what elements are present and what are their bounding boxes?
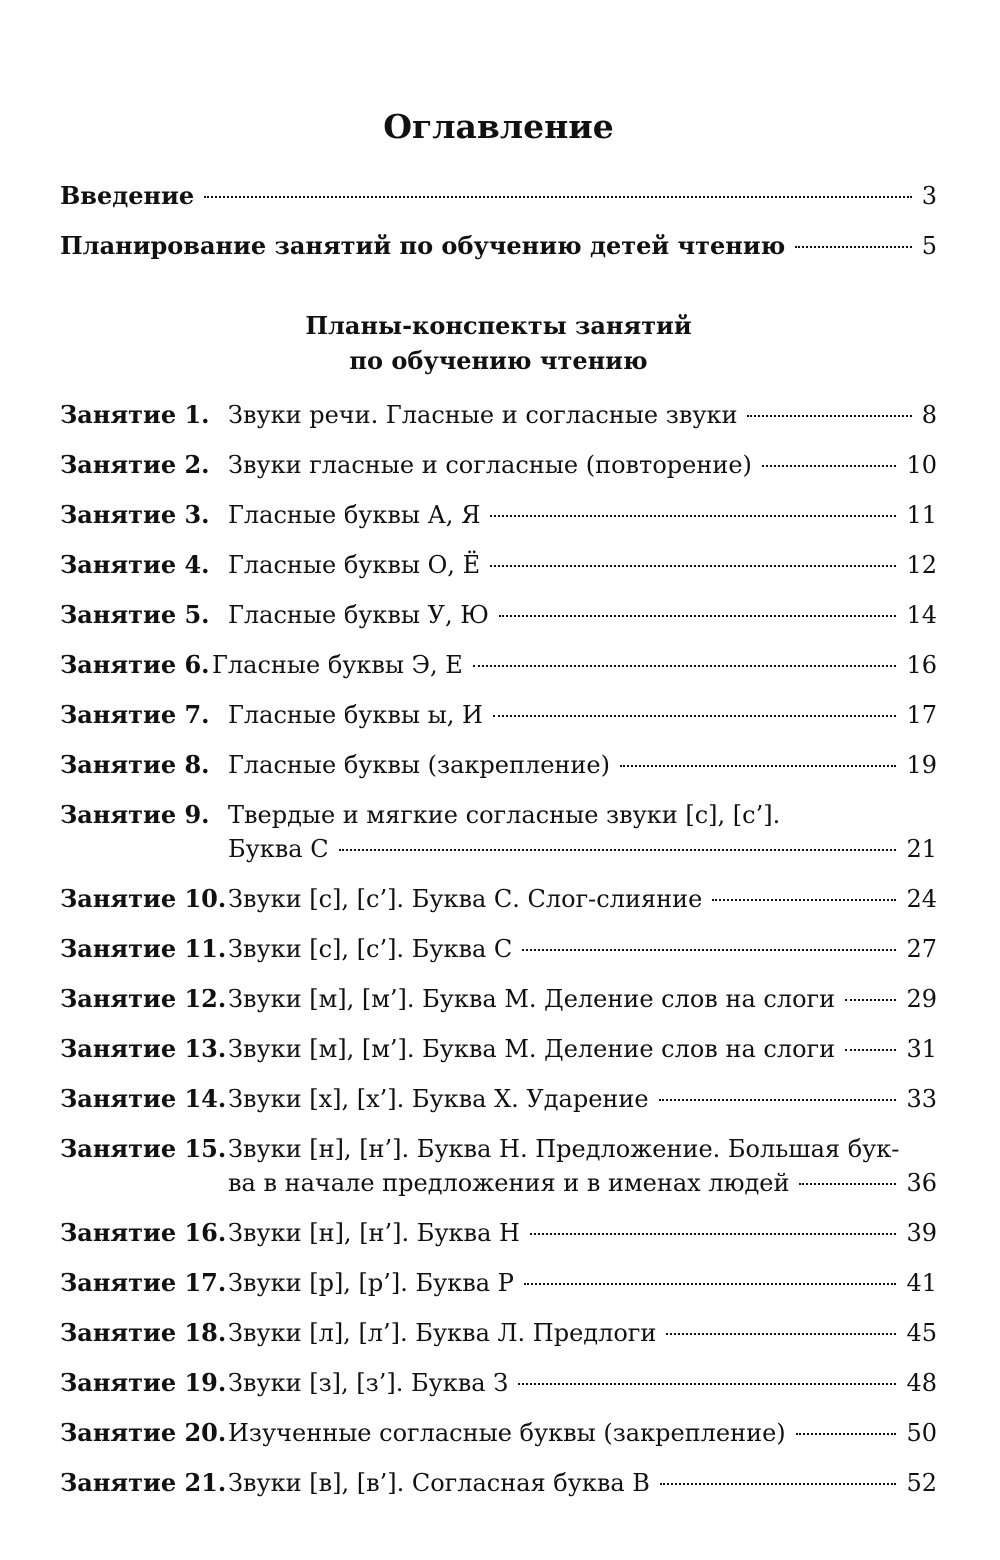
lesson-title-text: ва в начале предложения и в именах людей [228, 1169, 790, 1197]
lesson-title-text: Звуки [с], [с’]. Буква С. Слог-слияние [228, 885, 703, 913]
dot-leader [339, 849, 897, 851]
lesson-title-text: Гласные буквы А, Я [228, 501, 481, 529]
toc-entry-introduction[interactable] [60, 179, 937, 213]
section-heading [60, 308, 937, 378]
toc-page-number: 52 [906, 1469, 937, 1497]
toc-entry-lesson[interactable] [60, 498, 937, 532]
dot-leader [490, 565, 896, 567]
lesson-title-text: Твердые и мягкие согласные звуки [с], [с’]. [228, 801, 781, 829]
toc-entry-lesson[interactable] [60, 1366, 937, 1400]
toc-entry-lesson[interactable] [60, 982, 937, 1016]
toc-entry-label: Введение [60, 181, 195, 210]
lesson-number-label: Занятие 1. [60, 400, 210, 429]
toc-entry-lesson[interactable] [60, 1316, 937, 1350]
lesson-number-label: Занятие 3. [60, 500, 210, 529]
lesson-number-label: Занятие 4. [60, 550, 210, 579]
lesson-number-label: Занятие 16. [60, 1218, 227, 1247]
lesson-number-label: Занятие 11. [60, 934, 227, 963]
lesson-title-text: Звуки [в], [в’]. Согласная буква В [228, 1469, 650, 1497]
lesson-title-text: Гласные буквы О, Ё [228, 551, 481, 579]
dot-leader [762, 465, 897, 467]
lesson-number-label: Занятие 13. [60, 1034, 227, 1063]
lesson-title-text: Звуки [м], [м’]. Буква М. Деление слов на слоги [228, 985, 836, 1013]
dot-leader [660, 1483, 897, 1485]
dot-leader [204, 196, 912, 198]
toc-entry-lesson[interactable] [60, 398, 937, 432]
dot-leader [795, 246, 911, 248]
dot-leader [473, 665, 897, 667]
toc-page-number: 12 [906, 551, 937, 579]
lesson-number-label: Занятие 12. [60, 984, 227, 1013]
dot-leader [530, 1233, 897, 1235]
lesson-title-text: Звуки речи. Гласные и согласные звуки [228, 401, 738, 429]
toc-entry-lesson[interactable] [60, 448, 937, 482]
toc-page-number: 27 [906, 935, 937, 963]
lesson-title-text: Гласные буквы ы, И [228, 701, 483, 729]
toc-page-number: 21 [906, 835, 937, 863]
dot-leader [524, 1283, 897, 1285]
page-title: Оглавление [383, 107, 614, 146]
toc-page-number: 5 [921, 232, 937, 260]
toc-entry-lesson[interactable] [60, 748, 937, 782]
dot-leader [845, 999, 896, 1001]
toc-page-number: 41 [906, 1269, 937, 1297]
toc-page-number: 17 [906, 701, 937, 729]
toc-page-number: 10 [906, 451, 937, 479]
toc-page-number: 36 [906, 1169, 937, 1197]
dot-leader [522, 949, 896, 951]
lesson-title-text: Звуки [н], [н’]. Буква Н. Предложение. Большая бук- [228, 1135, 900, 1163]
dot-leader [659, 1099, 897, 1101]
lesson-title-text: Звуки гласные и согласные (повторение) [228, 451, 752, 479]
dot-leader [499, 615, 897, 617]
lesson-title-text: Изученные согласные буквы (закрепление) [228, 1419, 786, 1447]
dot-leader [796, 1433, 897, 1435]
section-heading-line: Планы-конспекты занятий [305, 311, 692, 340]
dot-leader [845, 1049, 896, 1051]
toc-entry-lesson[interactable] [60, 598, 937, 632]
toc-page [60, 0, 937, 1560]
lesson-number-label: Занятие 15. [60, 1134, 227, 1163]
lesson-title-text: Звуки [м], [м’]. Буква М. Деление слов на слоги [228, 1035, 836, 1063]
toc-entry-lesson[interactable] [60, 798, 937, 866]
lesson-number-label: Занятие 8. [60, 750, 210, 779]
dot-leader [799, 1183, 896, 1185]
toc-page-number: 39 [906, 1219, 937, 1247]
lesson-number-label: Занятие 17. [60, 1268, 227, 1297]
toc-entry-lesson[interactable] [60, 1132, 937, 1200]
toc-entry-lesson[interactable] [60, 882, 937, 916]
dot-leader [518, 1383, 896, 1385]
toc-page-number: 24 [906, 885, 937, 913]
toc-entry-planning[interactable] [60, 229, 937, 263]
toc-page-number: 50 [906, 1419, 937, 1447]
lesson-number-label: Занятие 2. [60, 450, 210, 479]
toc-entry-lesson[interactable] [60, 1082, 937, 1116]
toc-page-number: 31 [906, 1035, 937, 1063]
toc-entry-lesson[interactable] [60, 1466, 937, 1500]
lesson-list [60, 398, 937, 1516]
toc-page-number: 33 [906, 1085, 937, 1113]
toc-page-number: 14 [906, 601, 937, 629]
dot-leader [666, 1333, 896, 1335]
toc-entry-lesson[interactable] [60, 648, 937, 682]
section-heading-line: по обучению чтению [349, 346, 648, 375]
lesson-number-label: Занятие 20. [60, 1418, 227, 1447]
toc-page-number: 3 [921, 182, 937, 210]
lesson-title-text: Звуки [н], [н’]. Буква Н [228, 1219, 520, 1247]
lesson-title-text: Буква С [228, 835, 329, 863]
lesson-number-label: Занятие 10. [60, 884, 227, 913]
lesson-number-label: Занятие 21. [60, 1468, 227, 1497]
toc-page-number: 8 [921, 401, 937, 429]
lesson-number-label: Занятие 7. [60, 700, 210, 729]
toc-page-number: 45 [906, 1319, 937, 1347]
lesson-number-label: Занятие 18. [60, 1318, 227, 1347]
toc-page-number: 48 [906, 1369, 937, 1397]
toc-page-number: 16 [906, 651, 937, 679]
toc-entry-lesson[interactable] [60, 1266, 937, 1300]
toc-page-number: 29 [906, 985, 937, 1013]
toc-page-number: 19 [906, 751, 937, 779]
lesson-number-label: Занятие 5. [60, 600, 210, 629]
lesson-title-text: Гласные буквы Э, Е [212, 651, 463, 679]
toc-entry-lesson[interactable] [60, 1216, 937, 1250]
lesson-number-label: Занятие 14. [60, 1084, 227, 1113]
dot-leader [712, 899, 896, 901]
lesson-number-label: Занятие 9. [60, 800, 210, 829]
lesson-title-text: Гласные буквы У, Ю [228, 601, 489, 629]
toc-entry-label: Планирование занятий по обучению детей чтению [60, 231, 786, 260]
toc-entry-lesson[interactable] [60, 548, 937, 582]
toc-entry-lesson[interactable] [60, 1032, 937, 1066]
dot-leader [620, 765, 896, 767]
toc-entry-lesson[interactable] [60, 932, 937, 966]
lesson-title-text: Звуки [х], [х’]. Буква Х. Ударение [228, 1085, 649, 1113]
toc-entry-lesson[interactable] [60, 1416, 937, 1450]
dot-leader [493, 715, 897, 717]
lesson-number-label: Занятие 6. [60, 650, 210, 679]
lesson-number-label: Занятие 19. [60, 1368, 227, 1397]
lesson-title-text: Звуки [з], [з’]. Буква З [228, 1369, 509, 1397]
lesson-title-text: Звуки [л], [л’]. Буква Л. Предлоги [228, 1319, 657, 1347]
dot-leader [490, 515, 896, 517]
toc-entry-lesson[interactable] [60, 698, 937, 732]
lesson-title-text: Звуки [р], [р’]. Буква Р [228, 1269, 514, 1297]
toc-page-number: 11 [906, 501, 937, 529]
dot-leader [747, 415, 911, 417]
lesson-title-text: Гласные буквы (закрепление) [228, 751, 610, 779]
lesson-title-text: Звуки [с], [с’]. Буква С [228, 935, 513, 963]
